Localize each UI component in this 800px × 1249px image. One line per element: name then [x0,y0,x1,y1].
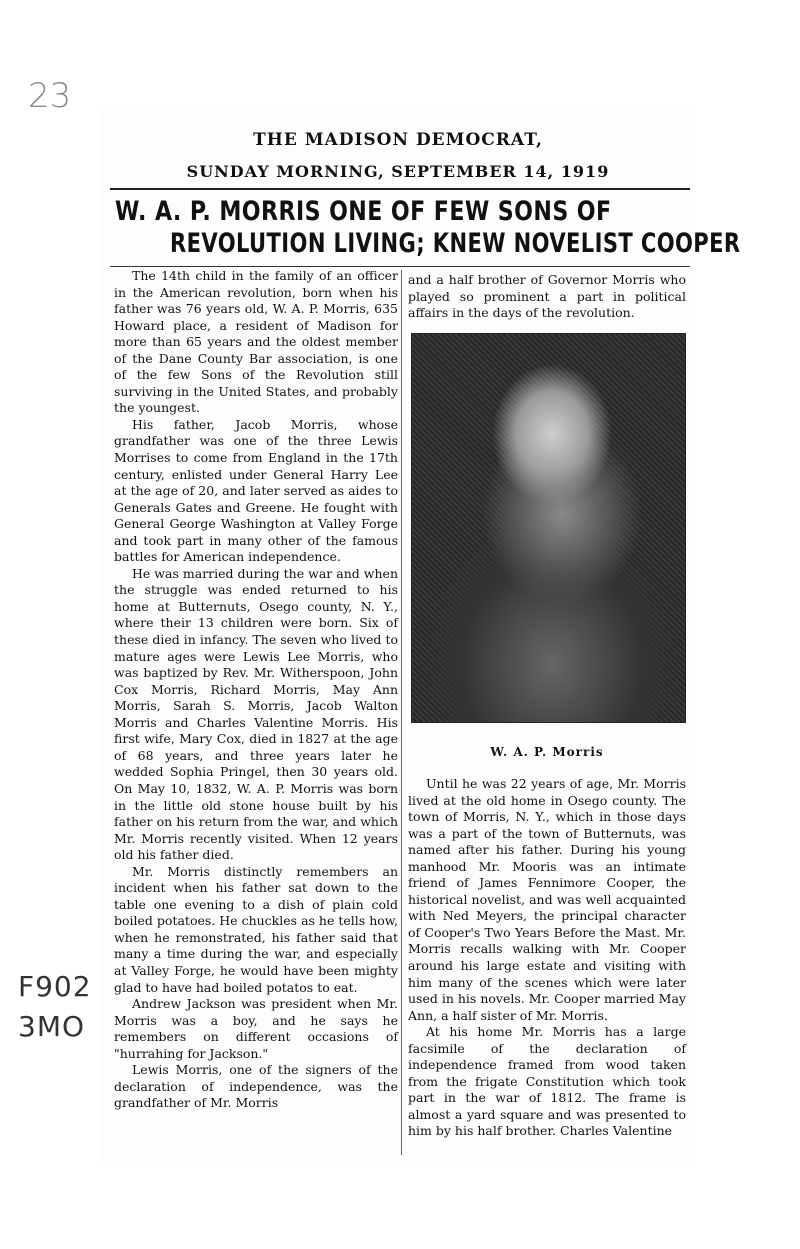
paragraph: Andrew Jackson was president when Mr. Morris was a boy, and he says he remembers on different occasions of "hurrahing for Jackson." [114,996,398,1061]
article-column-right-top [408,272,686,322]
headline-line-2: REVOLUTION LIVING; KNEW NOVELIST COOPER [170,228,741,259]
paragraph: At his home Mr. Morris has a large facsimile of the declaration of independence framed from wood taken from the frigate Constitution which took part in the war of 1812. The frame is almost a yard square and was presented to him by his half brother. Charles Valentine [408,1024,686,1139]
paragraph: He was married during the war and when the struggle was ended returned to his home at Butternuts, Osego county, N. Y., where their 13 children were born. Six of these died in infancy. The seven who lived to mature ages were Lewis Lee Morris, who was baptized by Rev. Mr. Witherspoon, John Cox Morris, Richard Morris, May Ann Morris, Sarah S. Morris, Jacob Walton Morris and Charles Valentine Morris. His first wife, Mary Cox, died in 1827 at the age of 68 years, and three years later he wedded Sophia Pringel, then 30 years old. On May 10, 1832, W. A. P. Morris was born in the little old stone house built by his father on his return from the war, and which Mr. Morris recently visited. When 12 years old his father died. [114,565,398,863]
portrait-photo [411,333,686,723]
paragraph: The 14th child in the family of an officer in the American revolution, born when his father was 76 years old, W. A. P. Morris, 635 Howard place, a resident of Madison for more than 65 years and the oldest member of the Dane County Bar association, is one of the few Sons of the Revolution still surviving in the United States, and probably the youngest. [114,268,398,416]
article-column-right-bottom [408,776,686,1140]
masthead-rule [110,188,690,190]
paragraph: Until he was 22 years of age, Mr. Morris lived at the old home in Osego county. The town of Morris, N. Y., which in those days was a part of the town of Butternuts, was named after his father. During his young manhood Mr. Mooris was an intimate friend of James Fennimore Cooper, the historical novelist, and was well acquainted with Ned Meyers, the principal character of Cooper's Two Years Before the Mast. Mr. Morris recalls walking with Mr. Cooper around his large estate and visiting with him many of the scenes which were later used in his novels. Mr. Cooper married May Ann, a half sister of Mr. Morris. [408,776,686,1023]
handwritten-page-number: 23 [28,76,72,116]
date-line: SUNDAY MORNING, SEPTEMBER 14, 1919 [186,162,610,181]
headline-rule [110,266,690,267]
handwritten-call-number-1: F902 [18,970,92,1003]
paper-name: THE MADISON DEMOCRAT, [253,130,543,150]
photo-caption: W. A. P. Morris [490,745,604,759]
column-divider [401,270,402,1155]
article-column-left [114,268,398,1112]
handwritten-call-number-2: 3MO [18,1010,86,1043]
paragraph: and a half brother of Governor Morris who played so prominent a part in political affairs in the days of the revolution. [408,272,686,321]
paragraph: Mr. Morris distinctly remembers an incident when his father sat down to the table one evening to a dish of plain cold boiled potatoes. He chuckles as he tells how, when he remonstrated, his father said that many a time during the war, and especially at Valley Forge, he would have been mighty glad to have had boiled potatos to eat. [114,863,398,995]
paragraph: Lewis Morris, one of the signers of the declaration of independence, was the grandfather of Mr. Morris [114,1062,398,1111]
paragraph: His father, Jacob Morris, whose grandfather was one of the three Lewis Morrises to come from England in the 17th century, enlisted under General Harry Lee at the age of 20, and later served as aides to Generals Gates and Greene. He fought with General George Washington at Valley Forge and took part in many other of the famous battles for American independence. [114,416,398,565]
headline-line-1: W. A. P. MORRIS ONE OF FEW SONS OF [115,196,612,227]
